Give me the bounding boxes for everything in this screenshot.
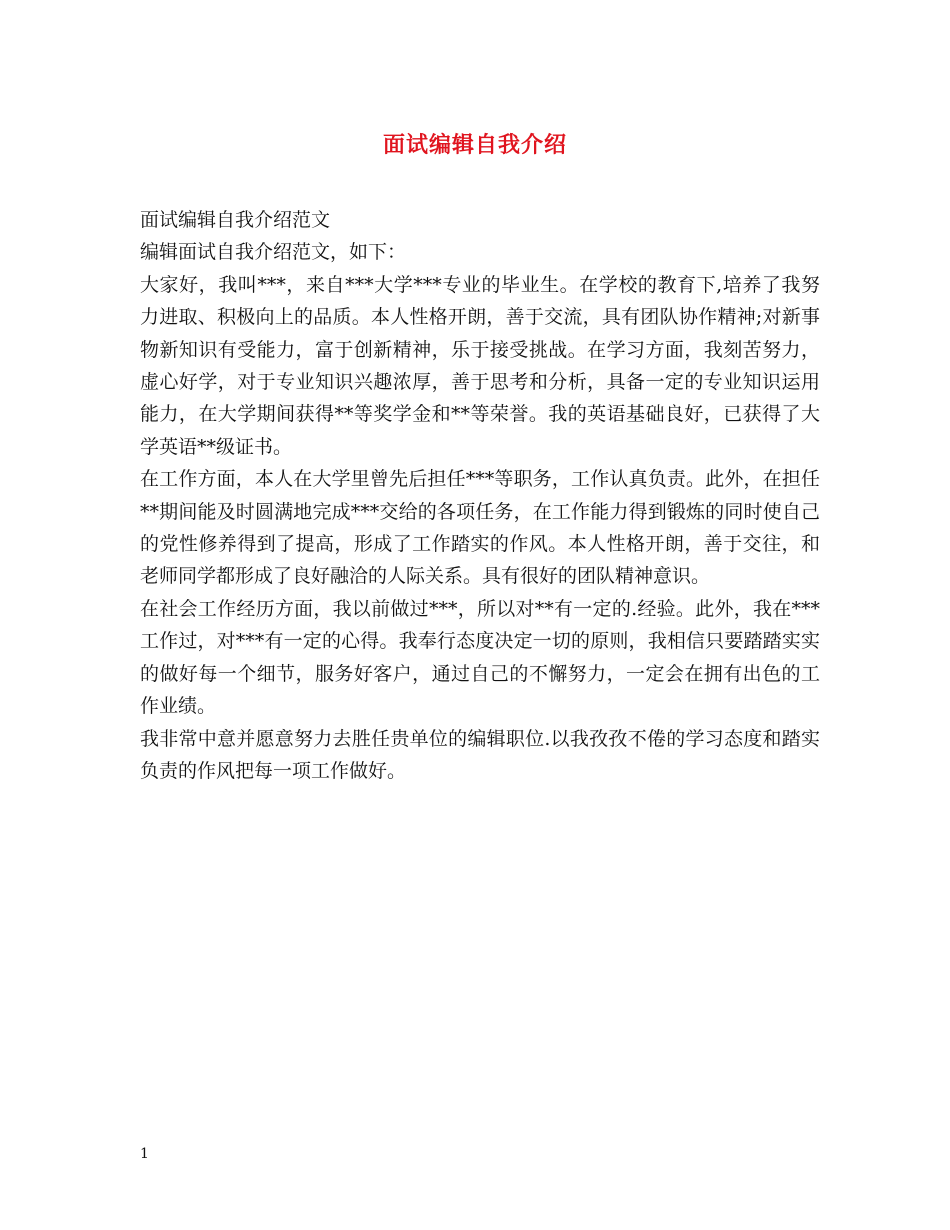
paragraph-work: 在工作方面，本人在大学里曾先后担任***等职务，工作认真负责。此外，在担任**期间能及时圆满地完成***交给的各项任务，在工作能力得到锻炼的同时使自己的党性修养得到了提高，形成了工作踏实的作风。本人性格开朗，善于交往，和老师同学都形成了良好融洽的人际关系。具有很好的团队精神意识。	[140, 468, 820, 588]
paragraph-intro: 编辑面试自我介绍范文，如下：	[140, 241, 407, 264]
document-title: 面试编辑自我介绍	[382, 132, 567, 158]
paragraph-heading: 面试编辑自我介绍范文	[140, 209, 331, 231]
document-body	[140, 204, 820, 787]
paragraph-social-experience: 在社会工作经历方面，我以前做过***，所以对**有一定的.经验。此外，我在***工作过，对***有一定的心得。我奉行态度决定一切的原则，我相信只要踏踏实实的做好每一个细节，服务好客户，通过自己的不懈努力，一定会在拥有出色的工作业绩。	[140, 597, 820, 718]
paragraph-closing: 我非常中意并愿意努力去胜任贵单位的编辑职位.以我孜孜不倦的学习态度和踏实负责的作风把每一项工作做好。	[140, 727, 820, 782]
page-number: 1	[140, 1146, 149, 1162]
paragraph-self-intro: 大家好，我叫***，来自***大学***专业的毕业生。在学校的教育下,培养了我努力进取、积极向上的品质。本人性格开朗，善于交流，具有团队协作精神;对新事物新知识有受能力，富于创新精神，乐于接受挑战。在学习方面，我刻苦努力，虚心好学，对于专业知识兴趣浓厚，善于思考和分析，具备一定的专业知识运用能力，在大学期间获得**等奖学金和**等荣誉。我的英语基础良好，已获得了大学英语**级证书。	[140, 273, 820, 458]
